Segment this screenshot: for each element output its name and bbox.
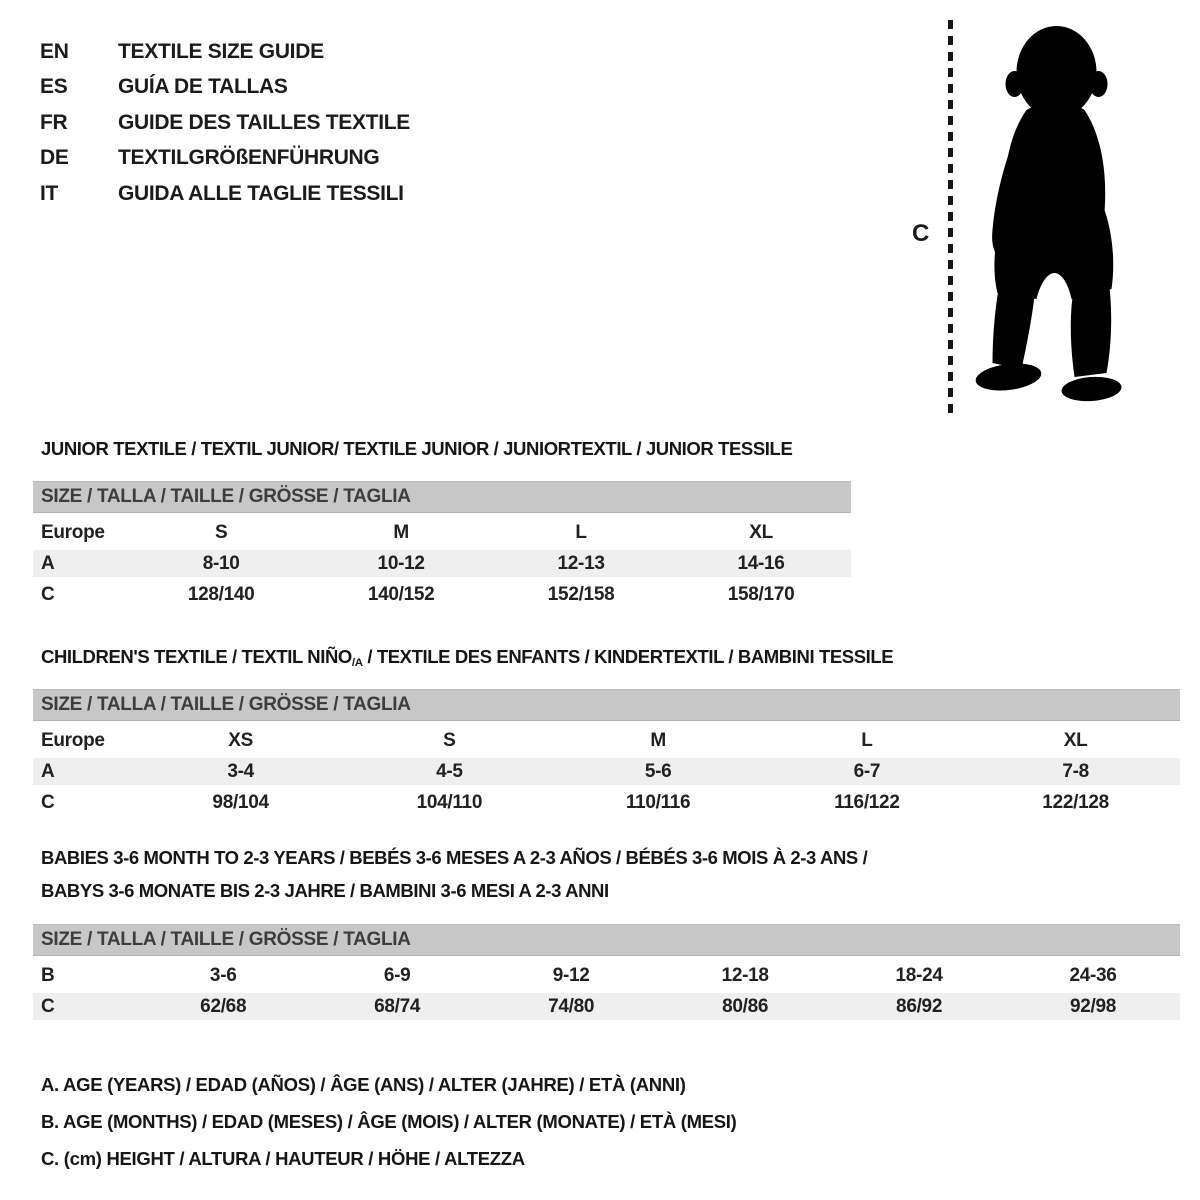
- children-size-table: [33, 689, 1180, 818]
- children-section-title: [41, 646, 893, 669]
- value-cell: 98/104: [212, 791, 269, 813]
- value-cell: 10-12: [377, 552, 425, 574]
- value-cell: 12-13: [557, 552, 605, 574]
- table-row-region: [33, 725, 1180, 756]
- junior-size-table: [33, 481, 851, 610]
- table-row-height: [33, 991, 1180, 1022]
- value-cell: 18-24: [895, 964, 943, 986]
- size-cell: XL: [1063, 729, 1088, 751]
- value-cell: 6-7: [853, 760, 881, 782]
- language-label: TEXTILGRÖßENFÜHRUNG: [118, 146, 380, 170]
- children-title-post: / TEXTILE DES ENFANTS / KINDERTEXTIL / BAMBINI TESSILE: [362, 646, 894, 667]
- language-code: ES: [40, 75, 68, 99]
- babies-size-table: [33, 924, 1180, 1022]
- language-code: FR: [40, 110, 68, 134]
- legend-line-b: B. AGE (MONTHS) / EDAD (MESES) / ÂGE (MOIS) / ALTER (MONATE) / ETÀ (MESI): [41, 1111, 737, 1132]
- table-row-months: [33, 960, 1180, 991]
- value-cell: 14-16: [737, 552, 785, 574]
- language-label: GUÍA DE TALLAS: [118, 75, 288, 99]
- row-label: A: [41, 552, 55, 574]
- language-label: GUIDA ALLE TAGLIE TESSILI: [118, 181, 404, 205]
- size-header-bar: SIZE / TALLA / TAILLE / GRÖSSE / TAGLIA: [33, 924, 1180, 956]
- height-measure-figure: [900, 12, 1170, 432]
- measure-legend: [41, 1066, 736, 1177]
- table-row-region: [33, 517, 851, 548]
- region-label: Europe: [41, 521, 105, 543]
- value-cell: 140/152: [367, 583, 435, 605]
- value-cell: 92/98: [1070, 995, 1117, 1017]
- size-cell: L: [575, 521, 587, 543]
- value-cell: 4-5: [436, 760, 463, 782]
- language-row-es: [40, 70, 410, 106]
- value-cell: 6-9: [383, 964, 411, 986]
- value-cell: 3-6: [209, 964, 237, 986]
- size-header-bar: SIZE / TALLA / TAILLE / GRÖSSE / TAGLIA: [33, 689, 1180, 721]
- children-title-pre: CHILDREN'S TEXTILE / TEXTIL NIÑO: [41, 646, 352, 667]
- legend-line-c: C. (cm) HEIGHT / ALTURA / HAUTEUR / HÖHE / ALTEZZA: [41, 1148, 525, 1169]
- language-row-fr: [40, 105, 410, 141]
- region-label: Europe: [41, 729, 105, 751]
- value-cell: 9-12: [552, 964, 590, 986]
- size-cell: M: [650, 729, 666, 751]
- table-row-height: [33, 579, 851, 610]
- language-row-de: [40, 141, 410, 177]
- value-cell: 62/68: [200, 995, 247, 1017]
- children-title-sub: /A: [351, 656, 363, 669]
- value-cell: 122/128: [1042, 791, 1109, 813]
- toddler-silhouette-icon: [962, 20, 1147, 420]
- language-row-it: [40, 176, 410, 212]
- value-cell: 110/116: [625, 791, 691, 813]
- row-label: A: [41, 760, 55, 782]
- row-label: B: [41, 964, 55, 986]
- row-label: C: [41, 791, 55, 813]
- table-row-age: [33, 756, 1180, 787]
- language-title-block: [40, 34, 410, 212]
- junior-section-title: JUNIOR TEXTILE / TEXTIL JUNIOR/ TEXTILE JUNIOR / JUNIORTEXTIL / JUNIOR TESSILE: [41, 438, 793, 459]
- language-label: TEXTILE SIZE GUIDE: [118, 39, 324, 63]
- value-cell: 74/80: [548, 995, 595, 1017]
- value-cell: 80/86: [722, 995, 769, 1017]
- legend-line-a: A. AGE (YEARS) / EDAD (AÑOS) / ÂGE (ANS) / ALTER (JAHRE) / ETÀ (ANNI): [41, 1074, 686, 1095]
- size-cell: S: [214, 521, 228, 543]
- value-cell: 152/158: [547, 583, 615, 605]
- babies-title-line1: BABIES 3-6 MONTH TO 2-3 YEARS / BEBÉS 3-6 MESES A 2-3 AÑOS / BÉBÉS 3-6 MOIS À 2-3 ANS /: [41, 847, 868, 868]
- size-header-bar: SIZE / TALLA / TAILLE / GRÖSSE / TAGLIA: [33, 481, 851, 513]
- language-row-en: [40, 34, 410, 70]
- size-cell: M: [393, 521, 409, 543]
- value-cell: 7-8: [1062, 760, 1089, 782]
- measure-c-label: C: [912, 220, 930, 247]
- language-code: IT: [40, 181, 59, 205]
- babies-section-title: [41, 841, 1001, 907]
- value-cell: 5-6: [644, 760, 672, 782]
- babies-title-line2: BABYS 3-6 MONATE BIS 2-3 JAHRE / BAMBINI 3-6 MESI A 2-3 ANNI: [41, 880, 609, 901]
- value-cell: 24-36: [1069, 964, 1117, 986]
- value-cell: 116/122: [834, 791, 900, 813]
- value-cell: 8-10: [202, 552, 240, 574]
- row-label: C: [41, 995, 55, 1017]
- size-cell: XS: [228, 729, 253, 751]
- value-cell: 104/110: [416, 791, 483, 813]
- language-code: DE: [40, 146, 69, 170]
- value-cell: 68/74: [374, 995, 421, 1017]
- value-cell: 12-18: [721, 964, 769, 986]
- size-cell: L: [861, 729, 873, 751]
- table-row-height: [33, 787, 1180, 818]
- language-label: GUIDE DES TAILLES TEXTILE: [118, 110, 410, 134]
- value-cell: 3-4: [227, 760, 254, 782]
- value-cell: 128/140: [187, 583, 255, 605]
- height-dashed-line: [948, 20, 953, 420]
- language-code: EN: [40, 39, 69, 63]
- value-cell: 158/170: [727, 583, 795, 605]
- size-cell: S: [443, 729, 456, 751]
- size-cell: XL: [749, 521, 773, 543]
- row-label: C: [41, 583, 55, 605]
- table-row-age: [33, 548, 851, 579]
- value-cell: 86/92: [896, 995, 943, 1017]
